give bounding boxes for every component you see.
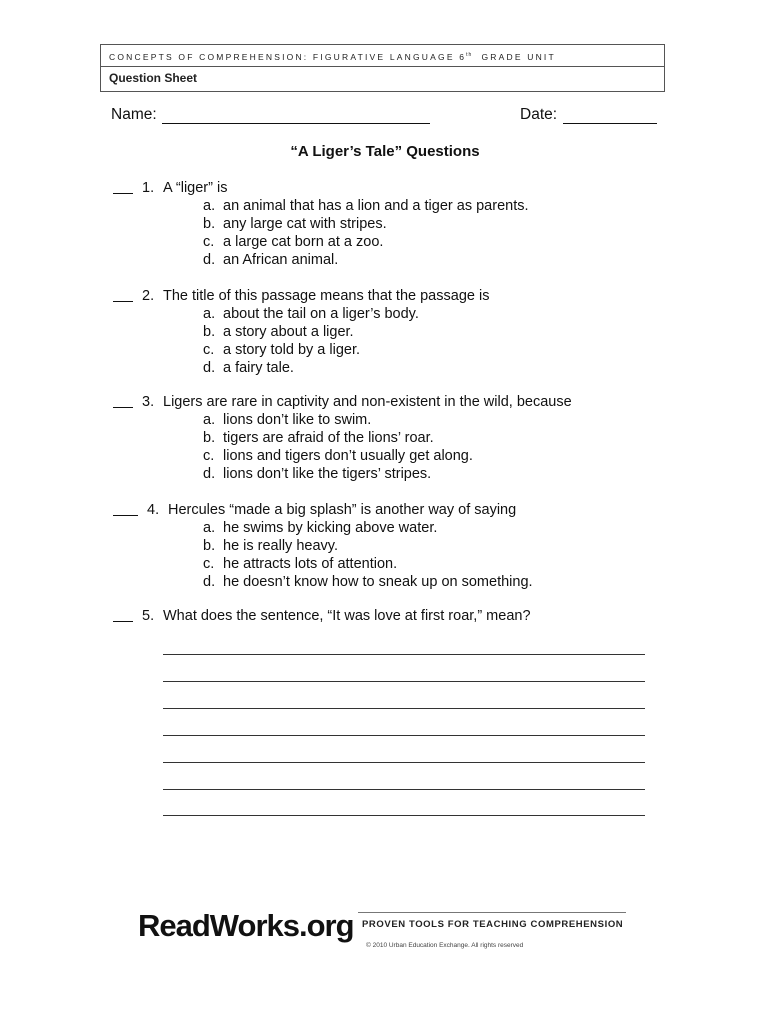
readworks-logo: ReadWorks.org [138, 908, 354, 943]
question-text: 1. A “liger” is [142, 180, 228, 196]
answer-line[interactable] [163, 708, 645, 709]
options-list [203, 411, 473, 483]
option: b. a story about a liger. [203, 324, 354, 340]
answer-line[interactable] [163, 815, 645, 816]
option: d. he doesn’t know how to sneak up on something. [203, 574, 533, 590]
unit-header [100, 44, 665, 92]
sheet-label: Question Sheet [109, 71, 198, 85]
answer-blank-4[interactable] [113, 515, 138, 516]
footer-divider [358, 912, 626, 913]
options-list [203, 519, 533, 591]
options-list [203, 197, 529, 269]
name-date-row [111, 106, 659, 128]
option: d. lions don’t like the tigers’ stripes. [203, 466, 432, 482]
name-field[interactable] [162, 123, 430, 124]
name-label: Name: [111, 106, 157, 123]
date-field[interactable] [563, 123, 657, 124]
worksheet-title: “A Liger’s Tale” Questions [290, 143, 480, 160]
answer-line[interactable] [163, 762, 645, 763]
option: c. lions and tigers don’t usually get along. [203, 448, 473, 464]
question-text: 5. What does the sentence, “It was love at first roar,” mean? [142, 608, 531, 624]
answer-blank-2[interactable] [113, 301, 133, 302]
option: a. an animal that has a lion and a tiger as parents. [203, 198, 529, 214]
option: b. he is really heavy. [203, 538, 338, 554]
option: d. a fairy tale. [203, 360, 294, 376]
question-text: 2. The title of this passage means that the passage is [142, 288, 490, 304]
unit-title: CONCEPTS OF COMPREHENSION: FIGURATIVE LANGUAGE 6th GRADE UNIT [101, 45, 664, 67]
copyright-notice: © 2010 Urban Education Exchange. All rights reserved [366, 942, 524, 949]
answer-blank-1[interactable] [113, 193, 133, 194]
date-label: Date: [520, 106, 558, 123]
question-text: 4. Hercules “made a big splash” is another way of saying [147, 502, 517, 518]
answer-line[interactable] [163, 735, 645, 736]
answer-blank-3[interactable] [113, 407, 133, 408]
answer-line[interactable] [163, 681, 645, 682]
option: d. an African animal. [203, 252, 339, 268]
option: a. lions don’t like to swim. [203, 412, 372, 428]
option: a. about the tail on a liger’s body. [203, 306, 419, 322]
options-list [203, 305, 419, 377]
option: b. any large cat with stripes. [203, 216, 387, 232]
question-text: 3. Ligers are rare in captivity and non-existent in the wild, because [142, 394, 572, 410]
footer-tagline: PROVEN TOOLS FOR TEACHING COMPREHENSION [362, 919, 624, 930]
option: c. a story told by a liger. [203, 342, 361, 358]
option: b. tigers are afraid of the lions’ roar. [203, 430, 434, 446]
answer-line[interactable] [163, 654, 645, 655]
answer-line[interactable] [163, 789, 645, 790]
option: c. he attracts lots of attention. [203, 556, 398, 572]
option: a. he swims by kicking above water. [203, 520, 438, 536]
answer-blank-5[interactable] [113, 621, 133, 622]
option: c. a large cat born at a zoo. [203, 234, 384, 250]
